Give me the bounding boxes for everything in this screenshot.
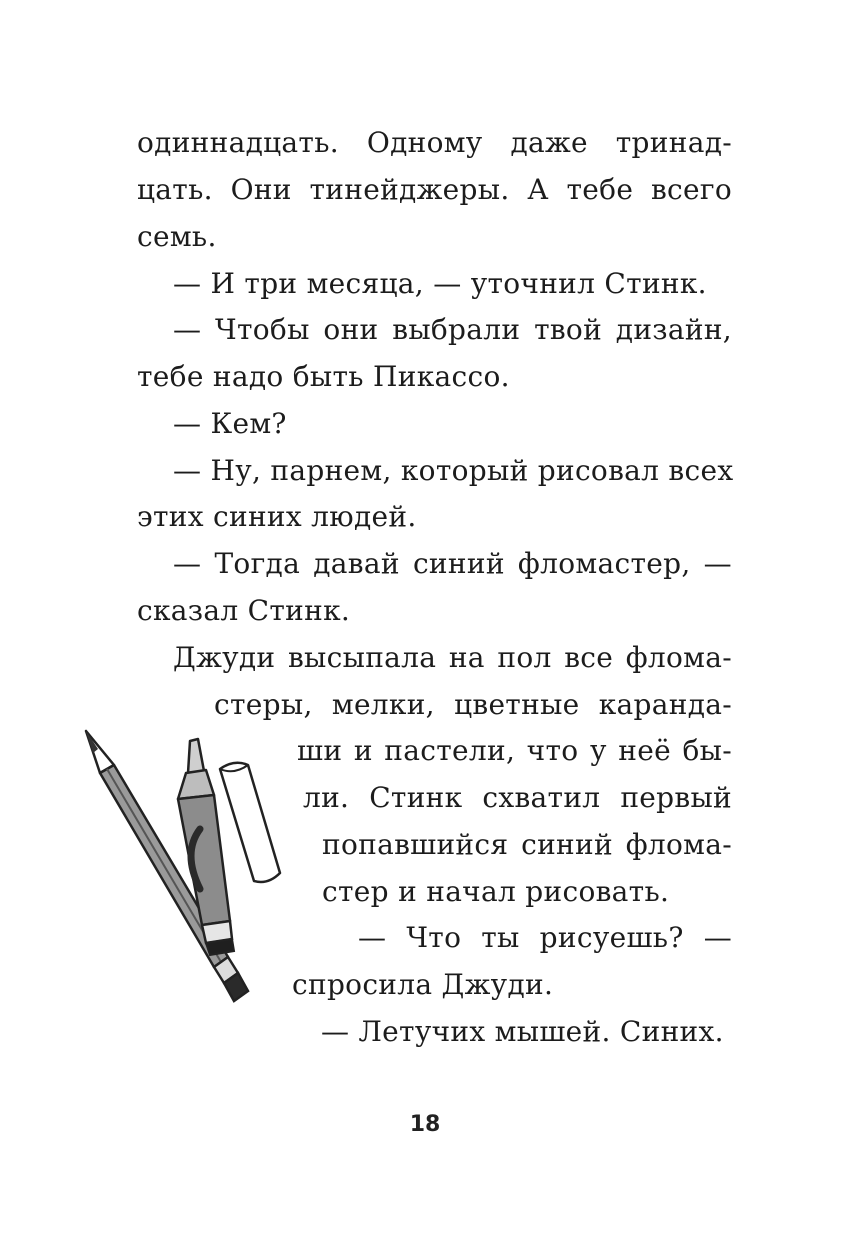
text-line: — И три месяца, — уточнил Стинк. xyxy=(173,267,707,300)
text-line: — Чтобы они выбрали твой дизайн, xyxy=(173,313,732,346)
chalk-icon xyxy=(220,763,280,882)
text-line: стеры, мелки, цветные каранда- xyxy=(214,688,732,721)
text-line: — Ну, парнем, который рисовал всех xyxy=(173,454,734,487)
text-line: стер и начал рисовать. xyxy=(322,875,670,908)
text-line: этих синих людей. xyxy=(137,500,417,533)
text-line: попавшийся синий флома- xyxy=(322,828,732,861)
text-line: — Летучих мышей. Синих. xyxy=(321,1015,724,1048)
text-line: цать. Они тинейджеры. А тебе всего xyxy=(137,173,732,206)
text-line: ши и пастели, что у неё бы- xyxy=(297,734,732,767)
page-number: 18 xyxy=(409,1112,441,1137)
text-line: — Кем? xyxy=(173,407,287,440)
text-line: одиннадцать. Одному даже тринад- xyxy=(137,126,732,159)
text-line: — Что ты рисуешь? — xyxy=(358,921,732,954)
text-line: — Тогда давай синий фломастер, — xyxy=(173,547,732,580)
text-line: семь. xyxy=(137,220,217,253)
text-line: ли. Стинк схватил первый xyxy=(303,781,732,814)
drawing-tools-illustration xyxy=(78,725,288,1015)
text-line: спросила Джуди. xyxy=(292,968,554,1001)
text-line: Джуди высыпала на пол все флома- xyxy=(173,641,732,674)
text-line: тебе надо быть Пикассо. xyxy=(137,360,510,393)
text-line: сказал Стинк. xyxy=(137,594,351,627)
